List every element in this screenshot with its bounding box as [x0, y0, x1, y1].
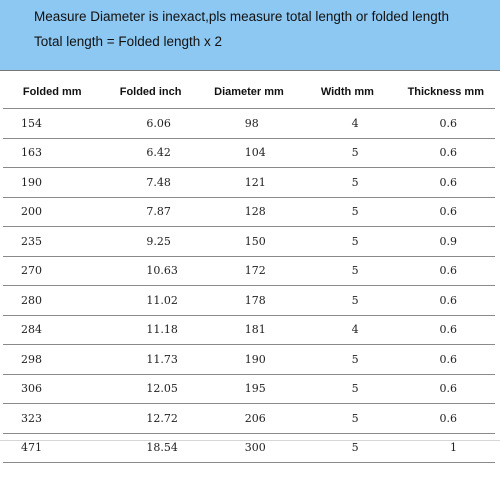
width-mm-cell: 4 — [298, 315, 396, 345]
table-row — [3, 433, 495, 463]
table-row — [3, 168, 495, 198]
header-width-mm: Width mm — [298, 76, 396, 109]
header-thickness-mm: Thickness mm — [397, 76, 495, 109]
header-diameter-mm: Diameter mm — [200, 76, 298, 109]
folded-inch-cell: 11.73 — [101, 345, 199, 375]
width-mm-cell: 5 — [298, 256, 396, 286]
folded-inch-cell: 11.18 — [101, 315, 199, 345]
width-mm-cell: 5 — [298, 197, 396, 227]
folded-mm-cell: 298 — [3, 345, 101, 375]
thickness-mm-cell: 0.6 — [397, 168, 495, 198]
diameter-mm-cell: 121 — [200, 168, 298, 198]
width-mm-cell: 5 — [298, 345, 396, 375]
diameter-mm-cell: 172 — [200, 256, 298, 286]
thickness-mm-cell: 1 — [397, 433, 495, 463]
diameter-mm-cell: 98 — [200, 109, 298, 139]
folded-mm-cell: 284 — [3, 315, 101, 345]
folded-mm-cell: 154 — [3, 109, 101, 139]
folded-mm-cell: 163 — [3, 138, 101, 168]
folded-mm-cell: 200 — [3, 197, 101, 227]
thickness-mm-cell: 0.6 — [397, 374, 495, 404]
measure-note: Measure Diameter is inexact,pls measure total length or folded length — [34, 9, 449, 24]
info-banner — [0, 0, 500, 70]
folded-inch-cell: 12.05 — [101, 374, 199, 404]
diameter-mm-cell: 195 — [200, 374, 298, 404]
folded-inch-cell: 18.54 — [101, 433, 199, 463]
banner-divider — [0, 70, 500, 71]
table-row — [3, 138, 495, 168]
folded-mm-cell: 270 — [3, 256, 101, 286]
thickness-mm-cell: 0.6 — [397, 345, 495, 375]
folded-mm-cell: 323 — [3, 404, 101, 434]
table-row — [3, 286, 495, 316]
folded-inch-cell: 6.06 — [101, 109, 199, 139]
table-row — [3, 227, 495, 257]
header-folded-mm: Folded mm — [3, 76, 101, 109]
folded-inch-cell: 9.25 — [101, 227, 199, 257]
total-length-note: Total length = Folded length x 2 — [34, 34, 223, 49]
table-row — [3, 256, 495, 286]
folded-mm-cell: 280 — [3, 286, 101, 316]
width-mm-cell: 4 — [298, 109, 396, 139]
folded-mm-cell: 306 — [3, 374, 101, 404]
width-mm-cell: 5 — [298, 286, 396, 316]
folded-mm-cell: 235 — [3, 227, 101, 257]
folded-inch-cell: 7.48 — [101, 168, 199, 198]
diameter-mm-cell: 181 — [200, 315, 298, 345]
thickness-mm-cell: 0.6 — [397, 315, 495, 345]
diameter-mm-cell: 300 — [200, 433, 298, 463]
folded-inch-cell: 12.72 — [101, 404, 199, 434]
table-header-row — [3, 76, 495, 109]
folded-inch-cell: 7.87 — [101, 197, 199, 227]
diameter-mm-cell: 178 — [200, 286, 298, 316]
width-mm-cell: 5 — [298, 374, 396, 404]
table-row — [3, 404, 495, 434]
folded-inch-cell: 10.63 — [101, 256, 199, 286]
table-row — [3, 345, 495, 375]
thickness-mm-cell: 0.9 — [397, 227, 495, 257]
width-mm-cell: 5 — [298, 404, 396, 434]
width-mm-cell: 5 — [298, 168, 396, 198]
table-bottom-edge — [0, 440, 500, 441]
thickness-mm-cell: 0.6 — [397, 256, 495, 286]
size-table — [3, 76, 495, 463]
folded-inch-cell: 6.42 — [101, 138, 199, 168]
diameter-mm-cell: 190 — [200, 345, 298, 375]
width-mm-cell: 5 — [298, 227, 396, 257]
header-folded-inch: Folded inch — [101, 76, 199, 109]
diameter-mm-cell: 206 — [200, 404, 298, 434]
thickness-mm-cell: 0.6 — [397, 404, 495, 434]
thickness-mm-cell: 0.6 — [397, 109, 495, 139]
diameter-mm-cell: 128 — [200, 197, 298, 227]
table-row — [3, 197, 495, 227]
thickness-mm-cell: 0.6 — [397, 286, 495, 316]
width-mm-cell: 5 — [298, 138, 396, 168]
table-row — [3, 315, 495, 345]
diameter-mm-cell: 104 — [200, 138, 298, 168]
width-mm-cell: 5 — [298, 433, 396, 463]
table-row — [3, 374, 495, 404]
thickness-mm-cell: 0.6 — [397, 138, 495, 168]
folded-inch-cell: 11.02 — [101, 286, 199, 316]
folded-mm-cell: 471 — [3, 433, 101, 463]
table-body — [3, 109, 495, 463]
thickness-mm-cell: 0.6 — [397, 197, 495, 227]
table-row — [3, 109, 495, 139]
diameter-mm-cell: 150 — [200, 227, 298, 257]
folded-mm-cell: 190 — [3, 168, 101, 198]
